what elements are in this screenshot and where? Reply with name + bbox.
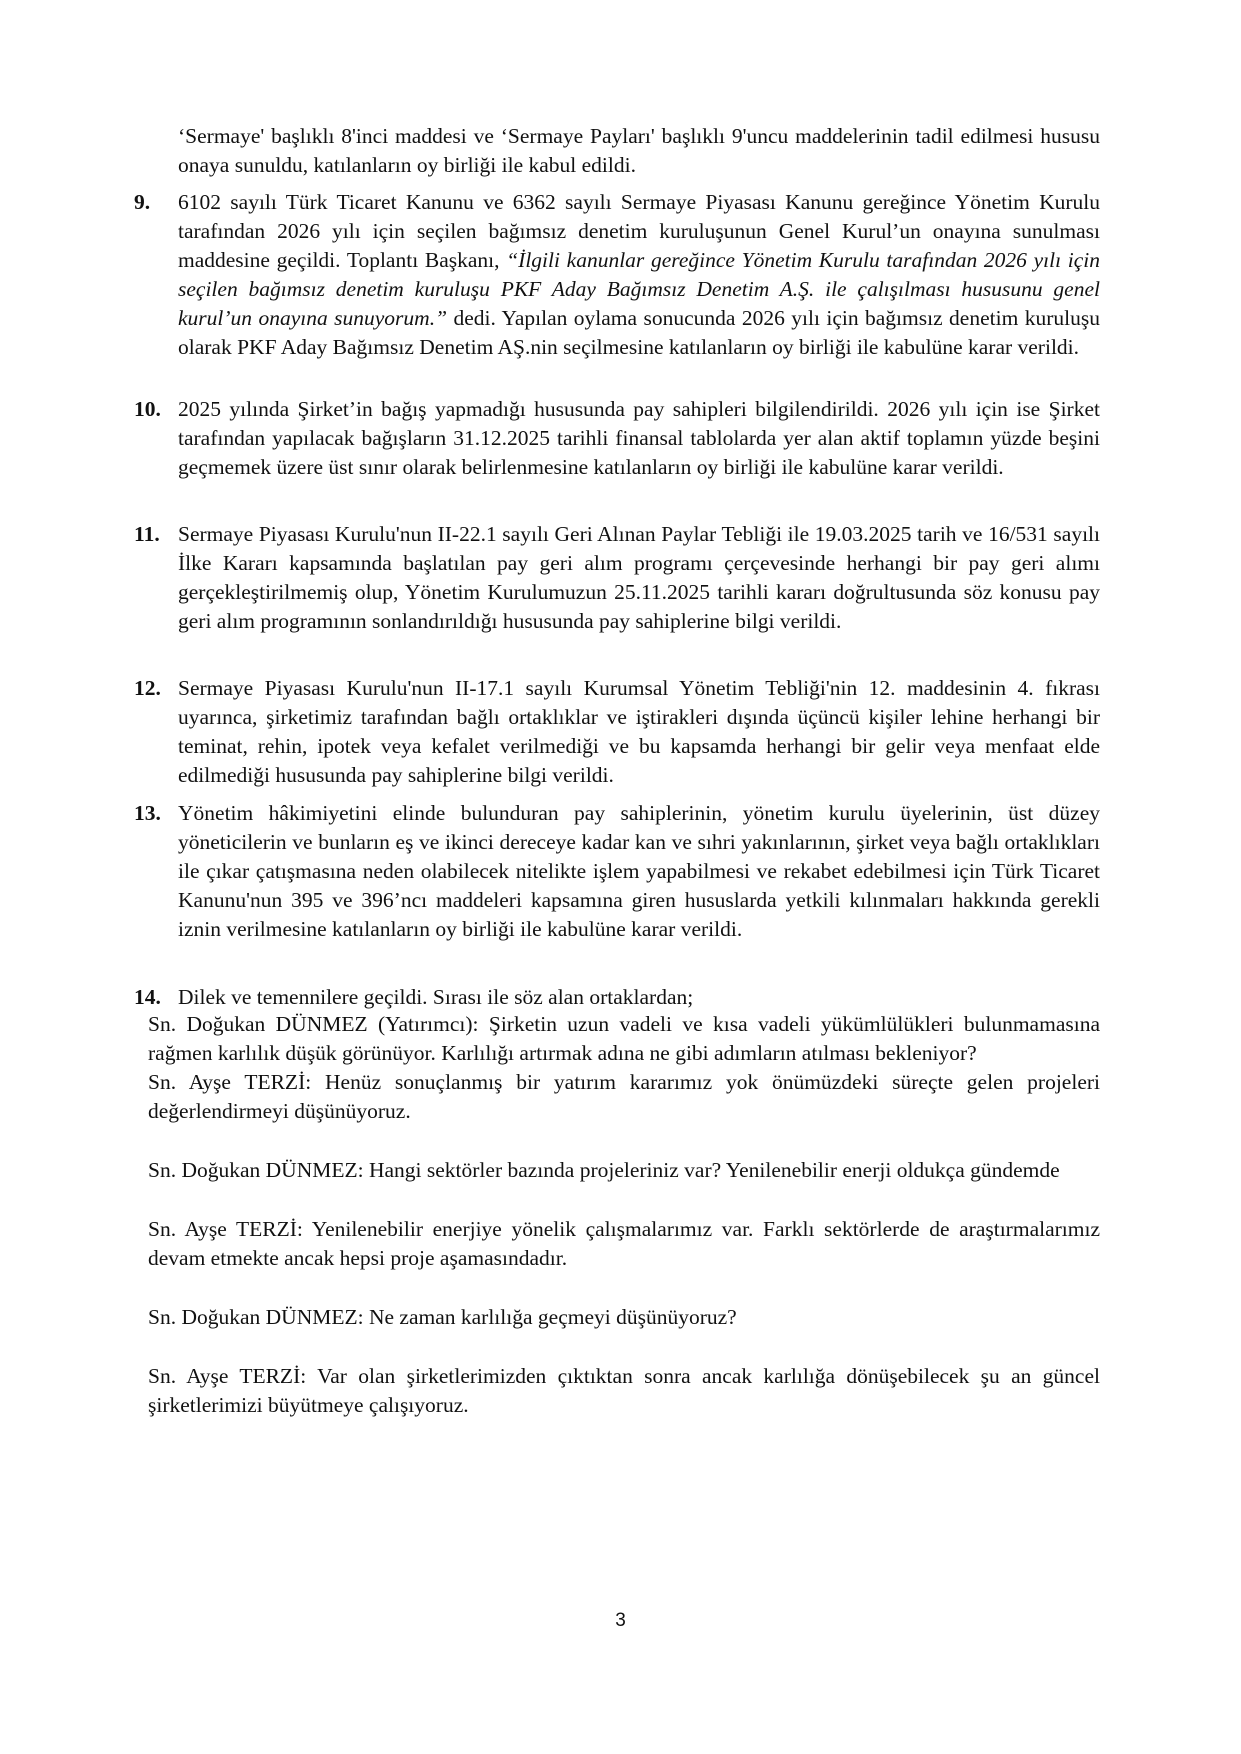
dialogue-question: Sn. Doğukan DÜNMEZ (Yatırımcı): Şirketin uzun vadeli ve kısa vadeli yükümlülükleri bulunmamasına rağmen karlılık düşük görünüyor. Karlılığı artırmak adına ne gibi adımların atılması bekleniyor? xyxy=(148,1012,1100,1065)
chairman-quote: “İlgili kanunlar gereğince Yönetim Kurulu tarafından 2026 yılı için seçilen bağımsız denetim kuruluşu PKF Aday Bağımsız Denetim A.Ş. ile çalışılması hususunu genel kurul’un onayına sunuyorum.” xyxy=(178,248,1100,330)
agenda-item-12 xyxy=(134,674,1100,790)
item-number: 9. xyxy=(134,190,151,214)
dialogue-answer: Sn. Ayşe TERZİ: Henüz sonuçlanmış bir yatırım kararımız yok önümüzdeki süreçte gelen projeleri değerlendirmeyi düşünüyoruz. xyxy=(148,1070,1100,1123)
item-number: 13. xyxy=(134,801,161,825)
item-text: 6102 sayılı Türk Ticaret Kanunu ve 6362 sayılı Sermaye Piyasası Kanunu gereğince Yönetim Kurulu tarafından 2026 yılı için seçilen bağımsız denetim kuruluşunun Genel Kurul’un onayına sunulması maddesine geçildi. Toplantı Başkanı, “İlgili kanunlar gereğince Yönetim Kurulu tarafından 2026 yılı için seçilen bağımsız denetim kuruluşu PKF Aday Bağımsız Denetim A.Ş. ile çalışılması hususunu genel kurul’un onayına sunuyorum.” dedi. Yapılan oylama sonucunda 2026 yılı için bağımsız denetim kuruluşu olarak PKF Aday Bağımsız Denetim AŞ.nin seçilmesine katılanların oy birliği ile kabulüne karar verildi. xyxy=(178,190,1100,359)
item-text: Yönetim hâkimiyetini elinde bulunduran pay sahiplerinin, yönetim kurulu üyelerinin, üst düzey yöneticilerin ve bunların eş ve ikinci dereceye kadar kan ve sıhri yakınlarının, şirket veya bağlı ortaklıkları ile çıkar çatışmasına neden olabilecek nitelikte işlem yapabilmesi ve rekabet edebilmesi için Türk Ticaret Kanunu'nun 395 ve 396’ncı maddeleri kapsamına giren hususlarda yetkili kılınmaları hakkında gerekli iznin verilmesine katılanların oy birliği ile kabulüne karar verildi. xyxy=(178,801,1100,941)
page-number: 3 xyxy=(615,1610,626,1631)
agenda-item-10 xyxy=(134,395,1100,482)
dialogue-question: Sn. Doğukan DÜNMEZ: Ne zaman karlılığa geçmeyi düşünüyoruz? xyxy=(148,1305,737,1329)
agenda-item-11 xyxy=(134,520,1100,636)
item-number: 11. xyxy=(134,522,160,546)
item-text: Dilek ve temennilere geçildi. Sırası ile söz alan ortaklardan; xyxy=(178,985,694,1009)
agenda-item-9 xyxy=(134,188,1100,362)
item-number: 10. xyxy=(134,397,161,421)
continuation-paragraph: ‘Sermaye' başlıklı 8'inci maddesi ve ‘Sermaye Payları' başlıklı 9'uncu maddelerinin tadil edilmesi hususu onaya sunuldu, katılanların oy birliği ile kabul edildi. xyxy=(178,124,1100,177)
dialogue-question: Sn. Doğukan DÜNMEZ: Hangi sektörler bazında projeleriniz var? Yenilenebilir enerji oldukça gündemde xyxy=(148,1158,1060,1182)
item-text: 2025 yılında Şirket’in bağış yapmadığı hususunda pay sahipleri bilgilendirildi. 2026 yılı için ise Şirket tarafından yapılacak bağışların 31.12.2025 tarihli finansal tablolarda yer alan aktif toplamın yüzde beşini geçmemek üzere üst sınır olarak belirlenmesine katılanların oy birliği ile kabulüne karar verildi. xyxy=(178,397,1100,479)
dialogue-answer: Sn. Ayşe TERZİ: Var olan şirketlerimizden çıktıktan sonra ancak karlılığa dönüşebilecek şu an güncel şirketlerimizi büyütmeye çalışıyoruz. xyxy=(148,1364,1100,1417)
item-number: 12. xyxy=(134,676,161,700)
item-number: 14. xyxy=(134,985,161,1009)
item-text: Sermaye Piyasası Kurulu'nun II-22.1 sayılı Geri Alınan Paylar Tebliği ile 19.03.2025 tarih ve 16/531 sayılı İlke Kararı kapsamında başlatılan pay geri alım programı çerçevesinde herhangi bir pay geri alımı gerçekleştirilmemiş olup, Yönetim Kurulumuzun 25.11.2025 tarihli kararı doğrultusunda söz konusu pay geri alım programının sonlandırıldığı hususunda pay sahiplerine bilgi verildi. xyxy=(178,522,1100,633)
agenda-item-14 xyxy=(134,983,1100,1012)
agenda-item-13 xyxy=(134,799,1100,944)
item-text: Sermaye Piyasası Kurulu'nun II-17.1 sayılı Kurumsal Yönetim Tebliği'nin 12. maddesinin 4. fıkrası uyarınca, şirketimiz tarafından bağlı ortaklıklar ve iştirakleri dışında üçüncü kişiler lehine herhangi bir teminat, rehin, ipotek veya kefalet verilmediği ve bu kapsamda herhangi bir gelir veya menfaat elde edilmediği hususunda pay sahiplerine bilgi verildi. xyxy=(178,676,1100,787)
qa-dialogue xyxy=(148,1010,1100,1420)
dialogue-answer: Sn. Ayşe TERZİ: Yenilenebilir enerjiye yönelik çalışmalarımız var. Farklı sektörlerde de araştırmalarımız devam etmekte ancak hepsi proje aşamasındadır. xyxy=(148,1217,1100,1270)
